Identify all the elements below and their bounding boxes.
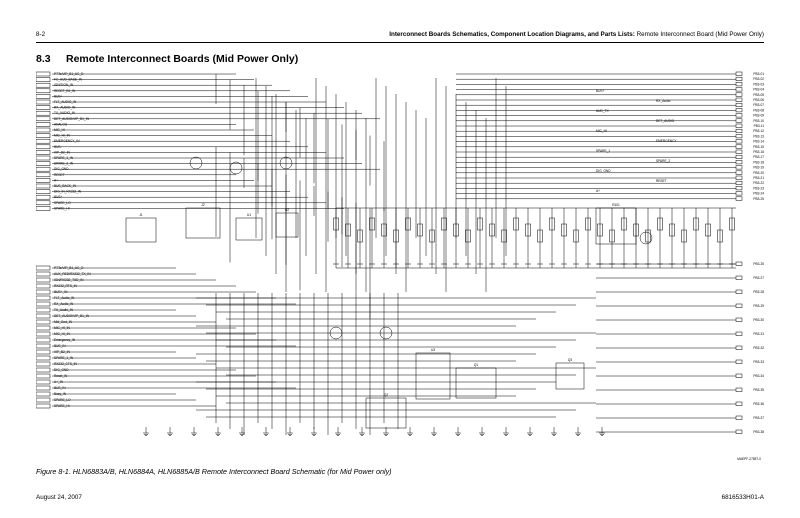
connector-pin — [736, 430, 742, 434]
connector-pin-label: PB3-23 — [753, 186, 764, 191]
connector-pin — [36, 308, 50, 312]
connector-pin — [36, 320, 50, 324]
connector-pin — [36, 326, 50, 330]
footer-doc-number: 6816533H01-A — [721, 494, 764, 501]
ic-block — [236, 218, 262, 240]
connector-pin — [36, 178, 50, 182]
connector-pin-label: DET_AUDIO/VIP_B1_IN — [54, 116, 89, 121]
connector-pin-label: PB3-26 — [753, 262, 764, 266]
connector-pin — [36, 368, 50, 372]
connector-pin — [736, 166, 742, 170]
connector-pin-label: PB3-19 — [753, 165, 764, 170]
connector-pin — [36, 332, 50, 336]
connector-pin-label: PB3-13 — [753, 134, 764, 139]
ic-block — [186, 208, 220, 238]
part-reference: U3 — [430, 348, 436, 352]
net-label: A+ — [596, 189, 600, 193]
connector-pin-label: PB3-35 — [753, 388, 764, 392]
header-rule — [36, 42, 764, 43]
ic-block — [556, 363, 584, 389]
connector-pin — [36, 380, 50, 384]
connector-pin — [736, 181, 742, 185]
connector-pin — [736, 290, 742, 294]
ic-block — [416, 353, 450, 399]
connector-pin — [36, 156, 50, 160]
connector-pin-label: BUS+ — [54, 94, 63, 99]
connector-pin-label: RX232_RTS_IN — [54, 284, 77, 288]
connector-pin — [736, 155, 742, 159]
connector-pin-label: MIC_HI_IN — [54, 326, 70, 330]
connector-pin-label: IGNITION_IN — [54, 83, 74, 88]
connector-pin-label: Busy_IN — [54, 392, 67, 396]
section-number: 8.3 — [36, 53, 51, 65]
part-reference: Q2 — [383, 393, 389, 397]
connector-pin — [36, 139, 50, 143]
connector-pin-label: PB3-09 — [753, 113, 764, 118]
transistor — [190, 157, 202, 169]
connector-pin-label: FLT_AUDIO_IN — [54, 100, 77, 104]
connector-pin — [36, 173, 50, 177]
connector-pin-label: PB3-38 — [753, 430, 764, 434]
connector-pin — [736, 77, 742, 81]
connector-pin — [36, 338, 50, 342]
connector-pin — [736, 318, 742, 322]
connector-pin-label: PB3-21 — [753, 176, 764, 180]
connector-pin-label: TX_Audio_IN — [54, 308, 73, 312]
net-label: SPARE_2 — [656, 159, 671, 163]
connector-pin-label: DIG_IN_RX232_IN — [54, 189, 82, 194]
connector-pin-label: IGN/RX232_TXD_IN — [54, 278, 84, 282]
ic-block — [456, 368, 496, 398]
connector-pin-label: PB3-33 — [753, 360, 764, 364]
net-label: RX_Audio — [656, 99, 671, 103]
connector-pin — [36, 89, 50, 93]
connector-pin — [36, 128, 50, 132]
connector-pin-label: PB3-34 — [753, 374, 764, 378]
connector-pin — [736, 276, 742, 280]
running-header-title: Remote Interconnect Board (Mid Power Only) — [636, 31, 764, 38]
connector-pin — [36, 392, 50, 396]
connector-pin-label: PB3-27 — [753, 276, 764, 280]
connector-pin — [736, 93, 742, 97]
connector-pin — [36, 78, 50, 82]
net-label: MIC_HI — [596, 129, 607, 133]
connector-pin — [736, 171, 742, 175]
connector-pin-label: PB3-08 — [753, 108, 764, 113]
connector-pin-label: SPARE_HI — [54, 206, 70, 211]
connector-pin-label: SPARE_HI — [54, 404, 70, 408]
connector-pin — [36, 162, 50, 166]
footer-date: August 24, 2007 — [36, 494, 82, 501]
connector-pin-label: RESET_B1_IN — [54, 88, 76, 93]
connector-pin-label: MIC_HI — [54, 128, 65, 132]
connector-pin-label: PTTe/VIP_B1_AC_D — [54, 72, 84, 76]
connector-pin — [36, 398, 50, 402]
connector-pin-label: Mid_Gnd_IN — [54, 320, 72, 324]
connector-pin-label: PB3-30 — [753, 318, 764, 322]
connector-pin-label: PB3-12 — [753, 129, 764, 134]
connector-pin-label: PB3-22 — [753, 181, 764, 186]
connector-pin-label: RX232_CTS_IN — [54, 362, 77, 366]
connector-pin — [736, 186, 742, 190]
part-reference: U2 — [284, 208, 290, 212]
connector-pin-label: PB3-11 — [753, 124, 764, 128]
connector-pin-label: DIG_GND — [54, 167, 69, 172]
connector-pin — [736, 88, 742, 92]
connector-pin — [36, 100, 50, 104]
net-label: AUD_TX — [596, 109, 609, 113]
connector-pin — [36, 386, 50, 390]
part-reference: U1 — [246, 213, 252, 217]
drawing-number: MAEPF-27857-0 — [737, 457, 761, 461]
connector-pin — [736, 114, 742, 118]
connector-pin-label: PB3-24 — [753, 191, 764, 196]
connector-pin — [736, 145, 742, 149]
net-label: RESET — [656, 179, 667, 183]
figure-caption: Figure 8-1. HLN6883A/B, HLN6884A, HLN6885A/B Remote Interconnect Board Schematic (for Mid Power only) — [36, 467, 392, 476]
connector-pin — [736, 197, 742, 201]
connector-pin — [36, 94, 50, 98]
connector-pin-label: EMERGENCY_IN — [54, 139, 80, 144]
ic-block — [276, 213, 298, 237]
part-reference: J2 — [201, 203, 205, 207]
connector-pin-label: PB3-32 — [753, 346, 764, 350]
connector-pin — [36, 266, 50, 270]
connector-pin-label: SPARE_1_IN — [54, 156, 74, 160]
connector-pin-label: A+_IN — [54, 380, 63, 384]
connector-pin — [736, 160, 742, 164]
connector-pin — [36, 83, 50, 87]
connector-pin — [36, 302, 50, 306]
connector-pin — [736, 98, 742, 102]
ic-block — [596, 208, 636, 244]
part-reference: Q3 — [567, 358, 573, 362]
connector-pin-label: PB3-29 — [753, 304, 764, 308]
connector-pin-label: BUS_IN — [54, 344, 66, 348]
connector-pin-label: MIC_HI_IN — [54, 133, 70, 138]
connector-pin — [36, 344, 50, 348]
connector-pin-label: PB3-03 — [753, 82, 764, 87]
part-reference: J1 — [139, 213, 143, 217]
connector-pin — [736, 332, 742, 336]
connector-pin — [36, 134, 50, 138]
connector-pin — [36, 145, 50, 149]
connector-pin — [736, 176, 742, 180]
connector-pin-label: PB3-28 — [753, 290, 764, 294]
connector-pin — [736, 304, 742, 308]
part-reference: R101 — [612, 203, 620, 207]
connector-pin — [736, 108, 742, 112]
part-reference: Q1 — [473, 363, 479, 367]
connector-pin — [736, 124, 742, 128]
ic-block — [126, 218, 156, 242]
connector-pin — [736, 140, 742, 144]
connector-pin-label: Reset_IN — [54, 374, 68, 378]
connector-pin — [736, 374, 742, 378]
connector-pin-label: BUS+ — [54, 195, 63, 200]
connector-pin — [36, 72, 50, 76]
schematic-labels — [54, 72, 764, 461]
page-number: 8-2 — [36, 31, 46, 38]
net-label: EMERGENCY — [656, 139, 677, 143]
connector-pin-label: PB3-37 — [753, 416, 764, 420]
connector-pin-label: PB3-04 — [753, 87, 764, 92]
connector-pin — [36, 272, 50, 276]
running-header — [389, 31, 764, 38]
connector-pin — [36, 190, 50, 194]
section-heading — [36, 53, 298, 65]
connector-pin-label: PB3-31 — [753, 332, 764, 336]
connector-pin — [36, 362, 50, 366]
net-label: DIG_GND — [596, 169, 611, 173]
connector-pin — [36, 167, 50, 171]
connector-pin-label: SPARE_LO — [54, 200, 71, 205]
connector-pin — [36, 206, 50, 210]
connector-pin — [36, 296, 50, 300]
connector-pin-label: PTTe/VIP_B1_AC_D — [54, 266, 84, 270]
connector-pin — [736, 360, 742, 364]
net-label: BUS+ — [596, 89, 605, 93]
connector-pin-label: PB3-07 — [753, 103, 764, 108]
connector-pin-label: ANALOG — [54, 122, 68, 127]
connector-pin-label: TX_AUDIO_IN — [54, 111, 75, 116]
connector-pin — [736, 262, 742, 266]
connector-pin-label: AUX_RED/RX232_TX_IN — [54, 272, 91, 276]
running-header-chapter: Interconnect Boards Schematics, Component Location Diagrams, and Parts Lists: — [389, 31, 635, 38]
connector-pin — [736, 416, 742, 420]
connector-pin-label: SPARE_LO — [54, 398, 71, 402]
connector-pin-label: SPARE_1_IN — [54, 356, 74, 360]
connector-pin-label: PB3-01 — [753, 72, 764, 76]
connector-pin — [36, 150, 50, 154]
connector-pin-label: PB3-14 — [753, 139, 764, 144]
connector-pin — [36, 111, 50, 115]
connector-pin-label: PB3-10 — [753, 118, 764, 123]
connector-pin — [36, 314, 50, 318]
connector-pin-label: VIP_B2_IN — [54, 350, 70, 354]
connector-pin — [736, 388, 742, 392]
connector-pin-label: PB3-06 — [753, 98, 764, 102]
connector-pin-label: BUS- — [54, 144, 62, 149]
connector-pin-label: BUS+_IN — [54, 290, 68, 294]
connector-pin-label: SPARE_2_IN — [54, 161, 74, 166]
connector-pin — [36, 404, 50, 408]
schematic-diagram — [36, 68, 766, 466]
connector-pin — [36, 195, 50, 199]
connector-pin-label: Emergency_IN — [54, 338, 76, 342]
connector-pin-label: FLT_Audio_IN — [54, 296, 75, 300]
connector-pin — [36, 201, 50, 205]
connector-pin — [36, 278, 50, 282]
connector-pin-label: DET_AUDIO/VIP_B1_IN — [54, 314, 89, 318]
connector-pin-label: PB3-05 — [753, 92, 764, 97]
connector-pin-label: PB3-20 — [753, 170, 764, 175]
connector-pin-label: PB3-25 — [753, 196, 764, 201]
connector-pin — [736, 82, 742, 86]
connector-pin — [36, 374, 50, 378]
connector-pin-label: FC_AUD_BASE_IN — [54, 77, 82, 82]
connector-pin — [736, 129, 742, 133]
connector-pin — [36, 184, 50, 188]
section-title: Remote Interconnect Boards (Mid Power Only) — [66, 53, 299, 65]
connector-pin — [736, 103, 742, 107]
connector-pin — [36, 284, 50, 288]
connector-pin-label: VIP_B2_IN — [54, 150, 70, 155]
connector-pin — [36, 122, 50, 126]
connector-pin-label: BUS_BACK_IN — [54, 184, 76, 188]
connector-pin — [36, 356, 50, 360]
connector-pin-label: A+ — [54, 178, 58, 183]
connector-pin-label: PB3-18 — [753, 160, 764, 165]
connector-pin-label: RESET — [54, 172, 65, 177]
connector-pin — [36, 117, 50, 121]
connector-pin — [736, 346, 742, 350]
connector-pin — [36, 106, 50, 110]
connector-pin — [736, 150, 742, 154]
net-label: DET_AUDIO — [656, 119, 675, 123]
connector-pin-label: PB3-02 — [753, 77, 764, 82]
connector-pin-label: PB3-36 — [753, 402, 764, 406]
connector-pin-label: BUS_IN — [54, 386, 66, 390]
connector-pin — [736, 402, 742, 406]
connector-pin-label: RX_AUDIO_IN — [54, 105, 76, 110]
connector-pin-label: PB3-17 — [753, 155, 764, 160]
connector-pin-label: PB3-15 — [753, 144, 764, 149]
connector-pin — [36, 350, 50, 354]
net-label: SPARE_1 — [596, 149, 611, 153]
ic-block — [366, 398, 406, 428]
schematic-wires — [52, 74, 736, 436]
connector-pin — [736, 192, 742, 196]
connector-pin-label: PB3-16 — [753, 150, 764, 154]
connector-pin-label: DIG_GND — [54, 368, 69, 372]
connector-pin — [736, 119, 742, 123]
connector-pin — [736, 72, 742, 76]
connector-pin — [36, 290, 50, 294]
connector-pin-label: MIC_HI_IN — [54, 332, 70, 336]
connector-pin-label: RX_Audio_IN — [54, 302, 74, 306]
connector-pin — [736, 134, 742, 138]
